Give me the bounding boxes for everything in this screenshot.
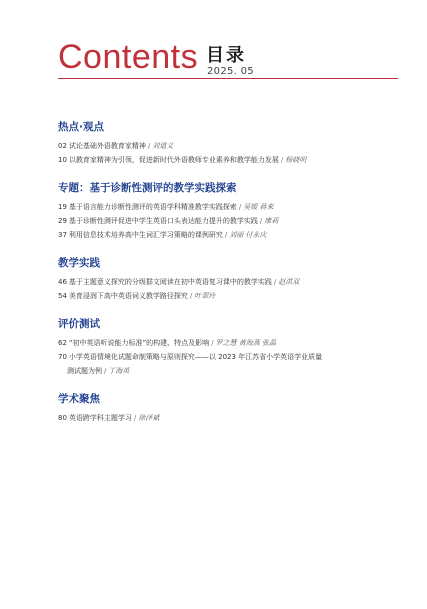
- table-of-contents: [58, 120, 398, 439]
- author-name: 徐泽斌: [138, 414, 160, 422]
- author-name: 罗之慧 黄海燕 张晶: [215, 339, 276, 347]
- toc-section: [58, 317, 398, 378]
- toc-section: [58, 181, 398, 242]
- toc-entry-continuation[interactable]: [58, 364, 398, 378]
- toc-section: [58, 392, 398, 425]
- article-title: 基于主题意义探究的分级群文阅读在初中英语复习课中的教学实践: [68, 278, 272, 286]
- author-separator: /: [189, 292, 193, 300]
- toc-entry[interactable]: [58, 153, 398, 167]
- toc-entry[interactable]: [58, 289, 398, 303]
- toc-entry[interactable]: [58, 336, 398, 350]
- article-title-continuation: 测试题为例: [67, 367, 102, 375]
- contents-title: Contents: [58, 38, 199, 76]
- author-name: 叶翠玲: [194, 292, 216, 300]
- article-title: 基于诊断性测评促进中学生英语口头表达能力提升的教学实践: [68, 217, 258, 225]
- page-number: 62: [58, 339, 67, 347]
- article-title: 利用信息技术培养高中生词汇学习策略的课例研究: [68, 231, 223, 239]
- article-title: 英语跨学科主题学习: [68, 414, 132, 422]
- toc-entry[interactable]: [58, 214, 398, 228]
- section-title: 学术聚焦: [58, 393, 100, 405]
- contents-title-zh: 目录: [206, 45, 246, 66]
- section-title: 教学实践: [58, 257, 100, 269]
- article-title: 小学英语情境化试题命制策略与原则探究——以 2023 年江苏省小学英语学业质量: [68, 353, 323, 361]
- page-number: 02: [58, 142, 67, 150]
- toc-entry[interactable]: [58, 350, 398, 364]
- author-name: 康莉: [264, 217, 279, 225]
- toc-entry[interactable]: [58, 275, 398, 289]
- page-number: 29: [58, 217, 67, 225]
- article-title: 以教育家精神为引领，促进新时代外语教师专业素养和教学能力发展: [68, 156, 279, 164]
- author-name: 刘道义: [152, 142, 174, 150]
- page-number: 37: [58, 231, 67, 239]
- toc-entry[interactable]: [58, 200, 398, 214]
- toc-section: [58, 120, 398, 167]
- toc-section: [58, 256, 398, 303]
- toc-entry[interactable]: [58, 228, 398, 242]
- author-name: 吴媛 蒋来: [243, 203, 274, 211]
- article-title: 美育浸润下高中英语词义教学路径探究: [68, 292, 188, 300]
- author-name: 丁海英: [108, 367, 130, 375]
- author-separator: /: [104, 367, 107, 375]
- author-separator: /: [280, 156, 284, 164]
- author-name: 赵洪双: [278, 278, 300, 286]
- author-separator: /: [273, 278, 277, 286]
- page-number: 80: [58, 414, 67, 422]
- page-number: 46: [58, 278, 67, 286]
- header-rule: [58, 78, 398, 79]
- article-title: 基于语言能力诊断性测评的英语学科精准教学实践探索: [68, 203, 237, 211]
- issue-date: 2025. 05: [207, 66, 254, 77]
- section-title: 热点·观点: [58, 121, 104, 133]
- section-title: 专题：基于诊断性测评的教学实践探索: [58, 182, 237, 194]
- page-number: 54: [58, 292, 67, 300]
- page-number: 70: [58, 353, 67, 361]
- toc-entry[interactable]: [58, 411, 398, 425]
- author-separator: /: [147, 142, 151, 150]
- article-title: “初中英语听说能力标准”的构建、特点及影响: [68, 339, 210, 347]
- author-name: 刘丽 付永庆: [229, 231, 267, 239]
- page-number: 19: [58, 203, 67, 211]
- author-separator: /: [238, 203, 242, 211]
- section-title: 评价测试: [58, 318, 100, 330]
- author-separator: /: [211, 339, 214, 347]
- article-title: 试论基础外语教育家精神: [68, 142, 146, 150]
- author-name: 杨晓明: [285, 156, 307, 164]
- page-number: 10: [58, 156, 67, 164]
- author-separator: /: [133, 414, 137, 422]
- header: [58, 38, 398, 86]
- toc-entry[interactable]: [58, 139, 398, 153]
- author-separator: /: [224, 231, 228, 239]
- author-separator: /: [259, 217, 263, 225]
